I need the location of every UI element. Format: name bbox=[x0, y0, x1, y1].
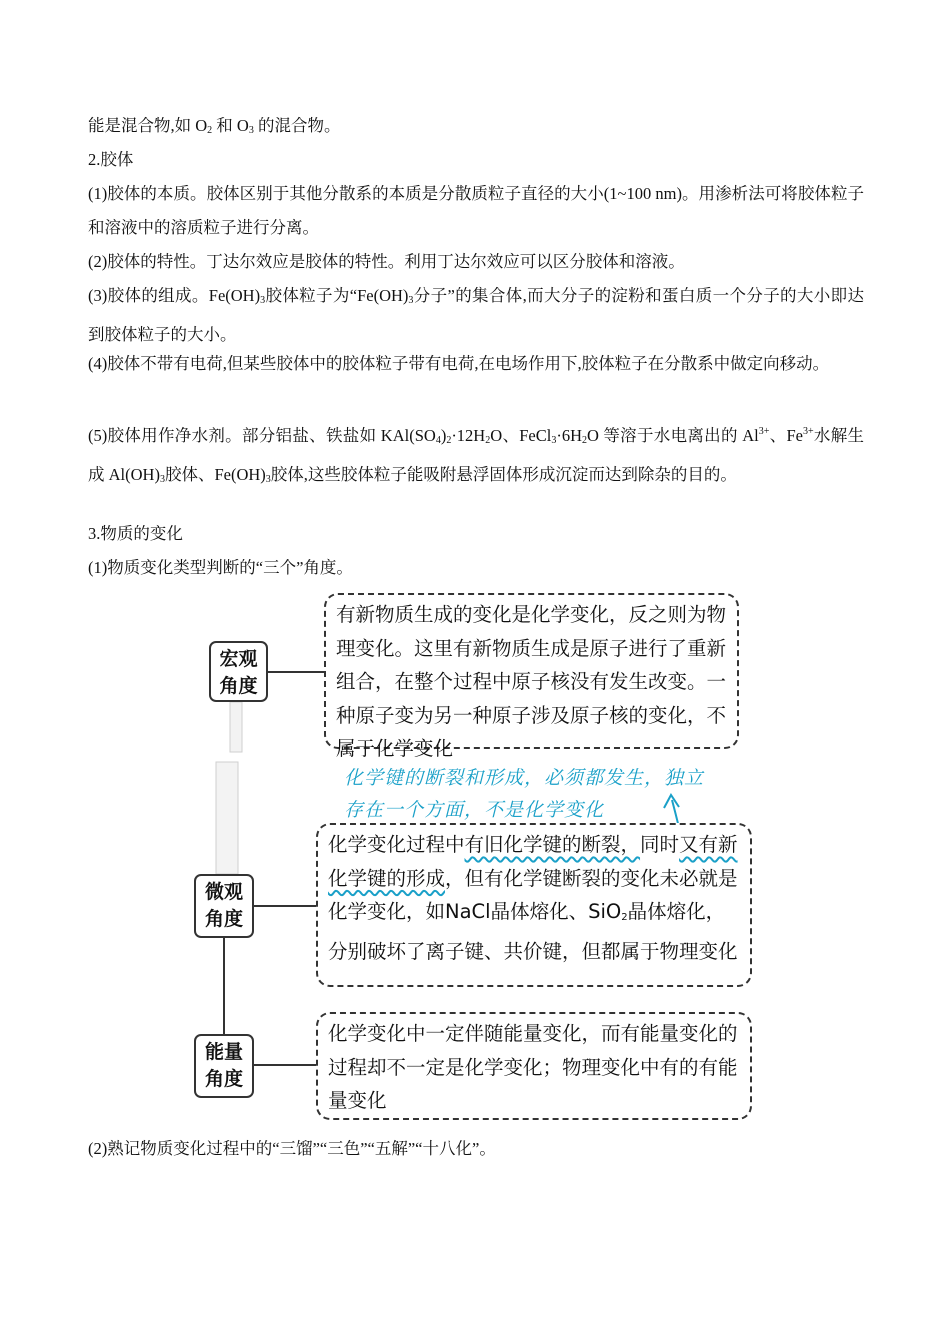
colloid-item-5: (5)胶体用作净水剂。部分铝盐、铁盐如 $KAl(SO_4)_2\cdot 12H_2O$、$FeCl_3\cdot 6H_2O$ 等溶于水电离出的 $Al^{3+}$、$Fe^{3+}$水解生成 $Al(OH)_3$胶体、$Fe(OH)_3$胶体,这些胶体粒子能吸附悬浮固体形成沉淀而达到除杂的目的。 bbox=[88, 426, 864, 485]
colloid-item-1: (1)胶体的本质。胶体区别于其他分散系的本质是分散质粒子直径的大小(1~100 nm)。用渗析法可将胶体粒子和溶液中的溶质粒子进行分离。 bbox=[88, 184, 864, 237]
highlight-bond-breaking: 有旧化学键的断裂， bbox=[464, 833, 641, 856]
colloid-item-3: (3)胶体的组成。$Fe(OH)_3$胶体粒子为“$Fe(OH)_3$分子”的集合体,而大分子的淀粉和蛋白质一个分子的大小即达到胶体粒子的大小。 bbox=[88, 286, 864, 344]
macro-angle-label: 宏观 角度 bbox=[209, 641, 268, 702]
energy-angle-label: 能量 角度 bbox=[194, 1034, 254, 1098]
highlight-bond-forming: 又有新化学键的形成 bbox=[328, 833, 738, 890]
colloid-item-4: (4)胶体不带有电荷,但某些胶体中的胶体粒子带有电荷,在电场作用下,胶体粒子在分散系中做定向移动。 bbox=[88, 354, 830, 373]
macro-angle-box: 有新物质生成的变化是化学变化，反之则为物理变化。这里有新物质生成是原子进行了重新组合，在整个过程中原子核没有发生改变。一种原子变为另一种原子涉及原子核的变化，不属于化学变化 bbox=[324, 593, 739, 749]
micro-angle-box: 化学变化过程中有旧化学键的断裂，同时又有新化学键的形成，但有化学键断裂的变化未必就是化学变化，如NaCl晶体熔化、SiO$_2$晶体熔化，分别破坏了离子键、共价键，但都属于物理变化 bbox=[316, 823, 752, 987]
change-item-1: (1)物质变化类型判断的“三个”角度。 bbox=[88, 558, 353, 577]
vertical-bar-upper bbox=[230, 702, 242, 752]
energy-angle-box: 化学变化中一定伴随能量变化，而有能量变化的过程却不一定是化学变化；物理变化中有的有能量变化 bbox=[316, 1012, 752, 1120]
change-item-2: (2)熟记物质变化过程中的“三馏”“三色”“五解”“十八化”。 bbox=[88, 1139, 496, 1158]
section2-heading: 2.胶体 bbox=[88, 150, 134, 169]
colloid-item-2: (2)胶体的特性。丁达尔效应是胶体的特性。利用丁达尔效应可以区分胶体和溶液。 bbox=[88, 252, 685, 271]
handwritten-note: 化学键的断裂和形成，必须都发生，独立 存在一个方面，不是化学变化 bbox=[344, 767, 705, 821]
section3-heading: 3.物质的变化 bbox=[88, 524, 183, 543]
intro-line: 能是混合物,如 $O_2$ 和 $O_3$ 的混合物。 bbox=[88, 116, 341, 136]
vertical-bar-middle bbox=[216, 762, 238, 874]
micro-angle-label: 微观 角度 bbox=[194, 874, 254, 938]
